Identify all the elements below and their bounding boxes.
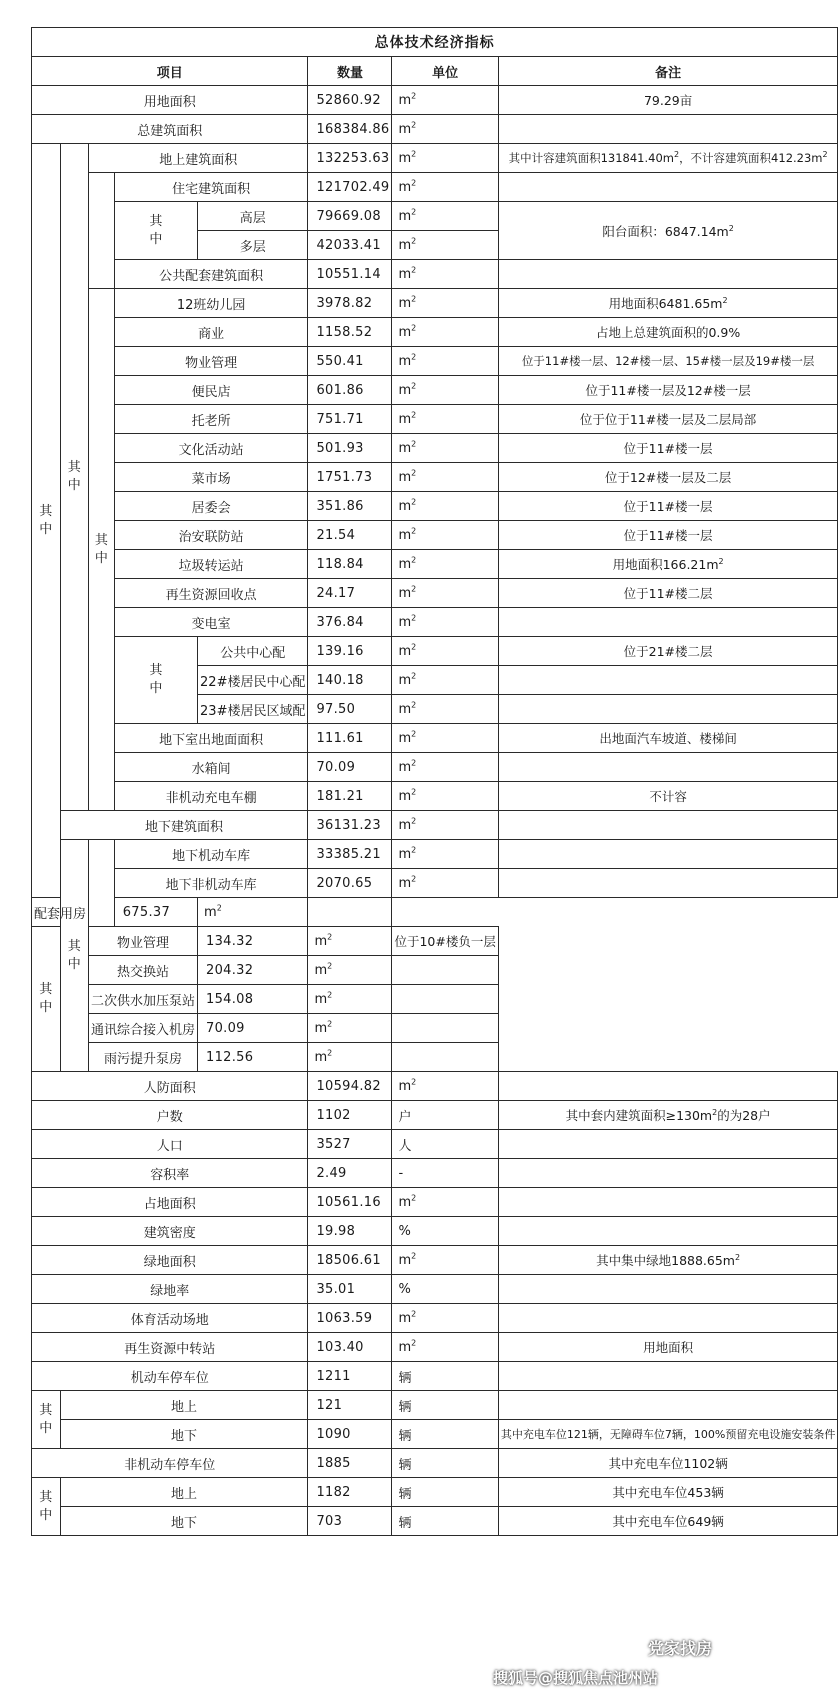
row-qty: 751.71	[308, 405, 392, 434]
row-note: 位于11#楼一层	[498, 434, 837, 463]
row-label: 22#楼居民中心配	[198, 666, 308, 695]
row-note: 用地面积	[498, 1333, 837, 1362]
row-note	[498, 811, 837, 840]
row-note	[498, 1130, 837, 1159]
row-qty: 139.16	[308, 637, 392, 666]
row-unit: $m^2$	[392, 260, 498, 289]
row-note: 位于21#楼二层	[498, 637, 837, 666]
row-label: 高层	[198, 202, 308, 231]
row-note	[498, 260, 837, 289]
row-unit: $m^2$	[392, 521, 498, 550]
row-note	[498, 1217, 837, 1246]
row-qty: 10594.82	[308, 1072, 392, 1101]
row-qty: 601.86	[308, 376, 392, 405]
row-qty: 24.17	[308, 579, 392, 608]
row-qty: 79669.08	[308, 202, 392, 231]
row-note	[392, 956, 498, 985]
row-note: 不计容	[498, 782, 837, 811]
row-qty: 103.40	[308, 1333, 392, 1362]
row-qty: 351.86	[308, 492, 392, 521]
row-unit: $m^2$	[392, 840, 498, 869]
row-note: 79.29亩	[498, 86, 837, 115]
row-label: 12班幼儿园	[114, 289, 308, 318]
group-label-under: 其中	[60, 840, 89, 1072]
row-unit: $m^2$	[392, 782, 498, 811]
row-note	[498, 173, 837, 202]
row-label: 人防面积	[32, 1072, 308, 1101]
row-qty: 204.32	[198, 956, 308, 985]
row-qty: 36131.23	[308, 811, 392, 840]
row-unit: 辆	[392, 1449, 498, 1478]
row-note	[498, 1304, 837, 1333]
row-label: 雨污提升泵房	[89, 1043, 198, 1072]
row-note	[498, 753, 837, 782]
row-unit: $m^2$	[392, 608, 498, 637]
row-label: 建筑密度	[32, 1217, 308, 1246]
row-note	[498, 1159, 837, 1188]
row-unit: $m^2$	[392, 1188, 498, 1217]
row-label: 变电室	[114, 608, 308, 637]
row-label: 住宅建筑面积	[114, 173, 308, 202]
row-qty: 1063.59	[308, 1304, 392, 1333]
row-label: 地下	[60, 1420, 308, 1449]
row-unit: $m^2$	[392, 637, 498, 666]
table-row	[32, 202, 838, 231]
table-row	[32, 637, 838, 666]
table-row	[32, 115, 838, 144]
row-label: 公共中心配	[198, 637, 308, 666]
row-unit: $m^2$	[308, 1014, 392, 1043]
row-note: 位于12#楼一层及二层	[498, 463, 837, 492]
table-row	[32, 1072, 838, 1101]
row-label: 商业	[114, 318, 308, 347]
row-qty: 118.84	[308, 550, 392, 579]
table-row	[32, 1246, 838, 1275]
row-unit: 辆	[392, 1507, 498, 1536]
group-label-bike: 其中	[32, 1478, 61, 1536]
row-note: 用地面积$166.21m^2$	[498, 550, 837, 579]
row-qty: 132253.63	[308, 144, 392, 173]
row-note	[498, 1362, 837, 1391]
row-qty: 181.21	[308, 782, 392, 811]
row-note: 占地上总建筑面积的0.9%	[498, 318, 837, 347]
row-note: 出地面汽车坡道、楼梯间	[498, 724, 837, 753]
row-label: 绿地面积	[32, 1246, 308, 1275]
row-qty: 33385.21	[308, 840, 392, 869]
table-row	[32, 376, 838, 405]
row-unit: $m^2$	[392, 86, 498, 115]
row-label: 非机动充电车棚	[114, 782, 308, 811]
header-unit: 单位	[392, 57, 498, 86]
row-note	[392, 985, 498, 1014]
table-row	[32, 608, 838, 637]
row-qty: 703	[308, 1507, 392, 1536]
row-qty: 3527	[308, 1130, 392, 1159]
row-note	[392, 1043, 498, 1072]
table-row	[32, 260, 838, 289]
row-unit: 户	[392, 1101, 498, 1130]
indicator-table	[31, 27, 838, 1536]
blank-cell	[89, 840, 115, 927]
table-row	[32, 1420, 838, 1449]
table-row	[32, 492, 838, 521]
table-row	[32, 1507, 838, 1536]
row-unit: $m^2$	[392, 1246, 498, 1275]
row-unit: $m^2$	[308, 1043, 392, 1072]
row-unit: 人	[392, 1130, 498, 1159]
row-note	[498, 1275, 837, 1304]
row-unit: $m^2$	[308, 927, 392, 956]
row-label: 总建筑面积	[32, 115, 308, 144]
row-label: 地下	[60, 1507, 308, 1536]
title-row	[32, 28, 838, 57]
row-label: 再生资源回收点	[114, 579, 308, 608]
table-row	[32, 521, 838, 550]
row-qty: 18506.61	[308, 1246, 392, 1275]
row-note	[498, 1188, 837, 1217]
table-row	[32, 318, 838, 347]
row-unit: 辆	[392, 1420, 498, 1449]
row-label: 再生资源中转站	[32, 1333, 308, 1362]
row-qty: 111.61	[308, 724, 392, 753]
row-unit: $m^2$	[392, 202, 498, 231]
row-label: 机动车停车位	[32, 1362, 308, 1391]
table-row	[32, 173, 838, 202]
row-unit: $m^2$	[308, 956, 392, 985]
row-label: 地下机动车库	[114, 840, 308, 869]
row-note: 位于11#楼一层、12#楼一层、15#楼一层及19#楼一层	[498, 347, 837, 376]
row-note	[498, 608, 837, 637]
row-qty: 19.98	[308, 1217, 392, 1246]
table-row	[32, 1101, 838, 1130]
row-qty: 1885	[308, 1449, 392, 1478]
row-unit: $m^2$	[392, 173, 498, 202]
row-note: 其中充电车位121辆，无障碍车位7辆，100%预留充电设施安装条件	[498, 1420, 837, 1449]
row-label: 地上	[60, 1391, 308, 1420]
row-qty: 168384.86	[308, 115, 392, 144]
group-label-car: 其中	[32, 1391, 61, 1449]
header-qty: 数量	[308, 57, 392, 86]
row-label: 地上	[60, 1478, 308, 1507]
group-label-area: 其中	[32, 144, 61, 898]
row-label: 容积率	[32, 1159, 308, 1188]
table-row	[32, 724, 838, 753]
table-row	[32, 927, 838, 956]
row-unit: $m^2$	[392, 1333, 498, 1362]
row-label: 用地面积	[32, 86, 308, 115]
row-unit: $m^2$	[392, 434, 498, 463]
row-note: 位于10#楼负一层	[392, 927, 498, 956]
row-qty: 675.37	[114, 898, 197, 927]
table-row	[32, 1275, 838, 1304]
table-row	[32, 985, 838, 1014]
row-note: 其中套内建筑面积$\ge 130m^2$的为28户	[498, 1101, 837, 1130]
row-note: 其中充电车位453辆	[498, 1478, 837, 1507]
row-qty: 550.41	[308, 347, 392, 376]
row-unit: $m^2$	[198, 898, 308, 927]
economic-indicators-document	[31, 27, 838, 1536]
watermark-source: 搜狐号@搜狐焦点池州站	[492, 1669, 658, 1687]
row-unit: $m^2$	[392, 318, 498, 347]
table-row	[32, 1217, 838, 1246]
table-title: 总体技术经济指标	[32, 28, 838, 57]
row-note	[498, 1072, 837, 1101]
row-note	[498, 1391, 837, 1420]
row-note: 位于位于11#楼一层及二层局部	[498, 405, 837, 434]
row-note	[498, 869, 837, 898]
row-unit: $m^2$	[392, 347, 498, 376]
row-unit: $m^2$	[392, 492, 498, 521]
row-label: 热交换站	[89, 956, 198, 985]
row-label: 地下非机动车库	[114, 869, 308, 898]
row-label: 托老所	[114, 405, 308, 434]
row-note	[498, 695, 837, 724]
row-unit: $m^2$	[392, 376, 498, 405]
row-qty: 1182	[308, 1478, 392, 1507]
row-qty: 1090	[308, 1420, 392, 1449]
row-qty: 1102	[308, 1101, 392, 1130]
table-row	[32, 1043, 838, 1072]
row-note: 位于11#楼一层	[498, 492, 837, 521]
table-row	[32, 1014, 838, 1043]
header-row	[32, 57, 838, 86]
row-qty: 121	[308, 1391, 392, 1420]
row-label: 绿地率	[32, 1275, 308, 1304]
row-qty: 376.84	[308, 608, 392, 637]
row-label: 物业管理	[114, 347, 308, 376]
row-label: 人口	[32, 1130, 308, 1159]
row-note	[498, 115, 837, 144]
row-note: 位于11#楼一层及12#楼一层	[498, 376, 837, 405]
row-note	[498, 840, 837, 869]
row-qty: 1158.52	[308, 318, 392, 347]
row-label: 体育活动场地	[32, 1304, 308, 1333]
row-note: 其中充电车位649辆	[498, 1507, 837, 1536]
table-row	[32, 753, 838, 782]
row-qty: 140.18	[308, 666, 392, 695]
row-qty: 52860.92	[308, 86, 392, 115]
table-row	[32, 1391, 838, 1420]
row-label: 占地面积	[32, 1188, 308, 1217]
row-label: 非机动车停车位	[32, 1449, 308, 1478]
table-row	[32, 1362, 838, 1391]
row-qty: 2.49	[308, 1159, 392, 1188]
header-note: 备注	[498, 57, 837, 86]
row-qty: 35.01	[308, 1275, 392, 1304]
table-row	[32, 782, 838, 811]
row-note: 位于11#楼一层	[498, 521, 837, 550]
row-unit: $m^2$	[392, 811, 498, 840]
table-row	[32, 347, 838, 376]
row-qty: 501.93	[308, 434, 392, 463]
row-qty: 21.54	[308, 521, 392, 550]
row-unit: %	[392, 1275, 498, 1304]
row-qty: 1751.73	[308, 463, 392, 492]
table-row	[32, 86, 838, 115]
table-row	[32, 1159, 838, 1188]
table-row	[32, 579, 838, 608]
row-unit: $m^2$	[392, 144, 498, 173]
row-unit: $m^2$	[392, 289, 498, 318]
group-label-residential: 其中	[114, 202, 197, 260]
row-unit: $m^2$	[392, 579, 498, 608]
row-label: 地下建筑面积	[60, 811, 308, 840]
table-row	[32, 1304, 838, 1333]
row-label: 地下室出地面面积	[114, 724, 308, 753]
row-note: 其中充电车位1102辆	[498, 1449, 837, 1478]
row-qty: 121702.49	[308, 173, 392, 202]
row-note	[498, 666, 837, 695]
watermark-brand: 党家找房	[647, 1639, 712, 1658]
table-row	[32, 144, 838, 173]
row-label: 公共配套建筑面积	[114, 260, 308, 289]
row-qty: 70.09	[308, 753, 392, 782]
row-label: 物业管理	[89, 927, 198, 956]
row-label: 23#楼居民区域配	[198, 695, 308, 724]
row-note: 用地面积$6481.65m^2$	[498, 289, 837, 318]
row-unit: -	[392, 1159, 498, 1188]
row-note: 位于11#楼二层	[498, 579, 837, 608]
table-row	[32, 1478, 838, 1507]
table-row	[32, 550, 838, 579]
row-label: 配套用房	[32, 898, 89, 927]
row-note	[392, 1014, 498, 1043]
row-unit: 辆	[392, 1391, 498, 1420]
row-unit: %	[392, 1217, 498, 1246]
row-qty: 10551.14	[308, 260, 392, 289]
table-row	[32, 434, 838, 463]
table-row	[32, 898, 838, 927]
table-row	[32, 811, 838, 840]
row-label: 治安联防站	[114, 521, 308, 550]
row-label: 水箱间	[114, 753, 308, 782]
row-qty: 42033.41	[308, 231, 392, 260]
row-label: 通讯综合接入机房	[89, 1014, 198, 1043]
row-unit: $m^2$	[392, 550, 498, 579]
table-row	[32, 869, 838, 898]
row-label: 便民店	[114, 376, 308, 405]
row-unit: 辆	[392, 1362, 498, 1391]
group-label-ancillary: 其中	[32, 927, 61, 1072]
row-unit: $m^2$	[392, 1072, 498, 1101]
row-label: 垃圾转运站	[114, 550, 308, 579]
group-label-public: 其中	[89, 289, 115, 811]
row-label: 户数	[32, 1101, 308, 1130]
table-row	[32, 840, 838, 869]
table-row	[32, 1333, 838, 1362]
row-qty: 154.08	[198, 985, 308, 1014]
table-row	[32, 1188, 838, 1217]
table-row	[32, 405, 838, 434]
table-row	[32, 1449, 838, 1478]
group-label-community: 其中	[114, 637, 197, 724]
row-unit: $m^2$	[392, 231, 498, 260]
row-unit: $m^2$	[392, 463, 498, 492]
row-unit: $m^2$	[392, 1304, 498, 1333]
table-row	[32, 956, 838, 985]
row-unit: $m^2$	[392, 405, 498, 434]
row-note: 其中集中绿地$1888.65m^2$	[498, 1246, 837, 1275]
row-note	[308, 898, 392, 927]
row-note: 其中计容建筑面积$131841.40m^2$，不计容建筑面积$412.23m^2$	[498, 144, 837, 173]
row-unit: $m^2$	[392, 869, 498, 898]
row-label: 文化活动站	[114, 434, 308, 463]
row-label: 地上建筑面积	[89, 144, 308, 173]
row-label: 二次供水加压泵站	[89, 985, 198, 1014]
row-qty: 3978.82	[308, 289, 392, 318]
row-qty: 134.32	[198, 927, 308, 956]
row-unit: $m^2$	[392, 115, 498, 144]
header-item: 项目	[32, 57, 308, 86]
row-qty: 70.09	[198, 1014, 308, 1043]
blank-cell	[89, 173, 115, 289]
table-row	[32, 1130, 838, 1159]
row-unit: $m^2$	[392, 753, 498, 782]
row-qty: 97.50	[308, 695, 392, 724]
table-row	[32, 463, 838, 492]
group-label-above: 其中	[60, 144, 89, 811]
row-qty: 2070.65	[308, 869, 392, 898]
row-unit: $m^2$	[392, 666, 498, 695]
row-qty: 1211	[308, 1362, 392, 1391]
row-note: 阳台面积：$6847.14m^2$	[498, 202, 837, 260]
row-label: 居委会	[114, 492, 308, 521]
table-row	[32, 289, 838, 318]
row-qty: 10561.16	[308, 1188, 392, 1217]
row-label: 多层	[198, 231, 308, 260]
row-unit: $m^2$	[308, 985, 392, 1014]
row-label: 菜市场	[114, 463, 308, 492]
row-unit: $m^2$	[392, 724, 498, 753]
row-unit: 辆	[392, 1478, 498, 1507]
row-unit: $m^2$	[392, 695, 498, 724]
row-qty: 112.56	[198, 1043, 308, 1072]
